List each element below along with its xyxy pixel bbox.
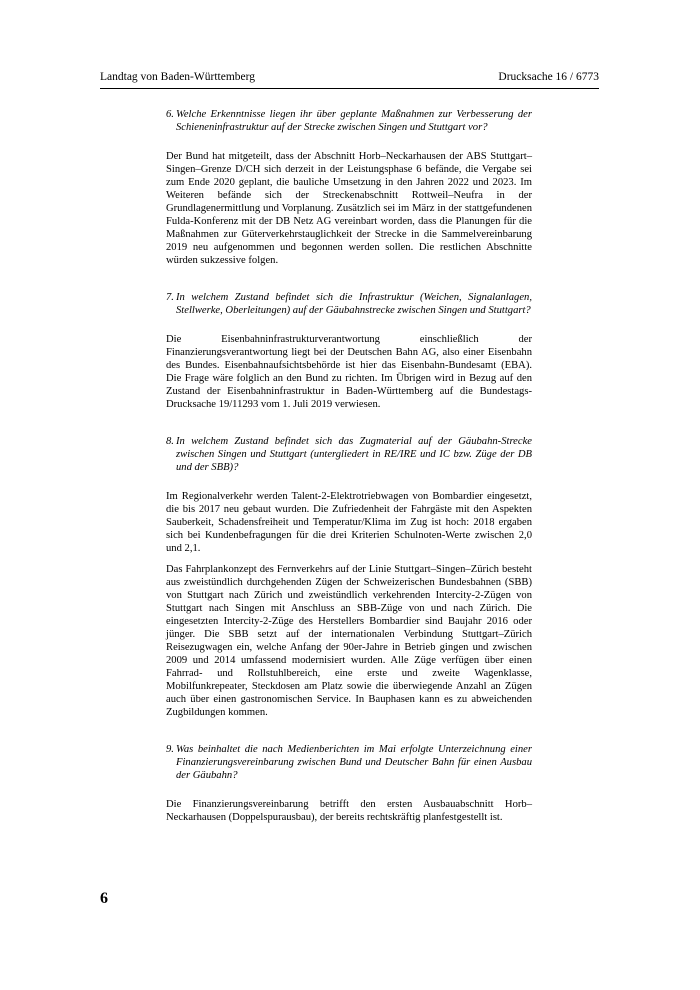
question-number: 7. <box>166 292 174 303</box>
answer-paragraph: Die Eisenbahninfrastrukturverantwortung einschließlich der Finanzierungsverantwortung liegt bei der Deutschen Bahn AG, also einer Eisenbahn des Bundes. Eisenbahnaufsichtsbehörde ist hier das Eisenbahn-Bundesamt (EBA). Die Frage wäre folglich an den Bund zu richten. Im Übrigen wird in Bezug auf den Zustand der Eisenbahninfrastruktur in Baden-Württemberg auf die Bundestags-Drucksache 19/11293 vom 1. Juli 2019 verwiesen. <box>166 334 532 410</box>
header-divider <box>100 88 599 89</box>
answer-paragraph: Der Bund hat mitgeteilt, dass der Abschnitt Horb–Neckarhausen der ABS Stuttgart–Singen–Grenze D/CH sich derzeit in der Leistungsphase 6 befände, die Vergabe sei zum Ende 2020 geplant, die bauliche Umsetzung in den Jahren 2022 und 2023. Im Weiteren befände sich der Streckenabschnitt Rottweil–Neufra in der Grundlagenermittlung und Vorplanung. Zusätzlich sei im März in der stattgefundenen Fulda-Konferenz mit der DB Netz AG vereinbart worden, dass die Planungen für die Maßnahmen zur Güterverkehrstauglichkeit der Strecke in die Sammelvereinbarung 2019 neu aufgenommen und begonnen werden sollen. Die restlichen Abschnitte würden sukzessive folgen. <box>166 151 532 266</box>
question-number: 8. <box>166 436 174 447</box>
question-text: In welchem Zustand befindet sich die Infrastruktur (Weichen, Signalanlagen, Stellwerke, Oberleitungen) auf der Gäubahnstrecke zwischen Singen und Stuttgart? <box>176 292 532 316</box>
question-7 <box>166 291 532 317</box>
page-header <box>100 70 599 90</box>
header-document-number: Drucksache 16 / 6773 <box>498 71 599 83</box>
question-9 <box>166 743 532 782</box>
question-text: In welchem Zustand befindet sich das Zugmaterial auf der Gäubahn-Strecke zwischen Singen und Stuttgart (untergliedert in RE/IRE und IC bzw. Züge der DB und der SBB)? <box>176 436 532 473</box>
question-8 <box>166 435 532 474</box>
document-body <box>166 108 532 832</box>
question-text: Was beinhaltet die nach Medienberichten im Mai erfolgte Unterzeichnung einer Finanzierungsvereinbarung zwischen Bund und Deutscher Bahn für einen Ausbau der Gäubahn? <box>176 744 532 781</box>
question-6 <box>166 108 532 134</box>
answer-paragraph: Im Regionalverkehr werden Talent-2-Elektrotriebwagen von Bombardier eingesetzt, die bis 2017 neu gebaut wurden. Die Zufriedenheit der Fahrgäste mit den Aspekten Sauberkeit, Schadensfreiheit und Temperatur/Klima im Zug ist hoch: 2018 ergaben sich bei Kundenbefragungen für die drei Kriterien Schulnoten-Werte zwischen 2,0 und 2,1. <box>166 491 532 554</box>
header-publisher: Landtag von Baden-Württemberg <box>100 71 255 83</box>
answer-paragraph: Das Fahrplankonzept des Fernverkehrs auf der Linie Stuttgart–Singen–Zürich besteht aus zweistündlich durchgehenden Zügen der Schweizerischen Bundesbahnen (SBB) von Stuttgart nach Zürich und zweistündlich verkehrenden Intercity-2-Zügen von Stuttgart nach Singen mit Anschluss an SBB-Züge von und nach Zürich. Die eingesetzten Intercity-2-Züge des Herstellers Bombardier sind Baujahr 2016 oder jünger. Die SBB setzt auf der internationalen Verbindung Stuttgart–Zürich Reisezugwagen ein, welche Anfang der 90er-Jahre in Betrieb gingen und zwischen 2009 und 2014 umfassend modernisiert wurden. Alle Züge verfügen über einen Fahrrad- und Rollstuhlbereich, eine erste und zweite Wagenklasse, Mobilfunkrepeater, Steckdosen am Platz sowie die überwiegende Anzahl an Zügen auch über einen gastronomischen Service. In Bauphasen kann es zu abweichenden Zugbildungen kommen. <box>166 564 532 718</box>
page-number: 6 <box>100 890 108 907</box>
question-text: Welche Erkenntnisse liegen ihr über geplante Maßnahmen zur Verbesserung der Schieneninfrastruktur auf der Strecke zwischen Singen und Stuttgart vor? <box>176 109 532 133</box>
answer-paragraph: Die Finanzierungsvereinbarung betrifft den ersten Ausbauabschnitt Horb–Neckarhausen (Doppelspurausbau), der bereits rechtskräftig planfestgestellt ist. <box>166 799 532 823</box>
question-number: 6. <box>166 109 174 120</box>
question-number: 9. <box>166 744 174 755</box>
